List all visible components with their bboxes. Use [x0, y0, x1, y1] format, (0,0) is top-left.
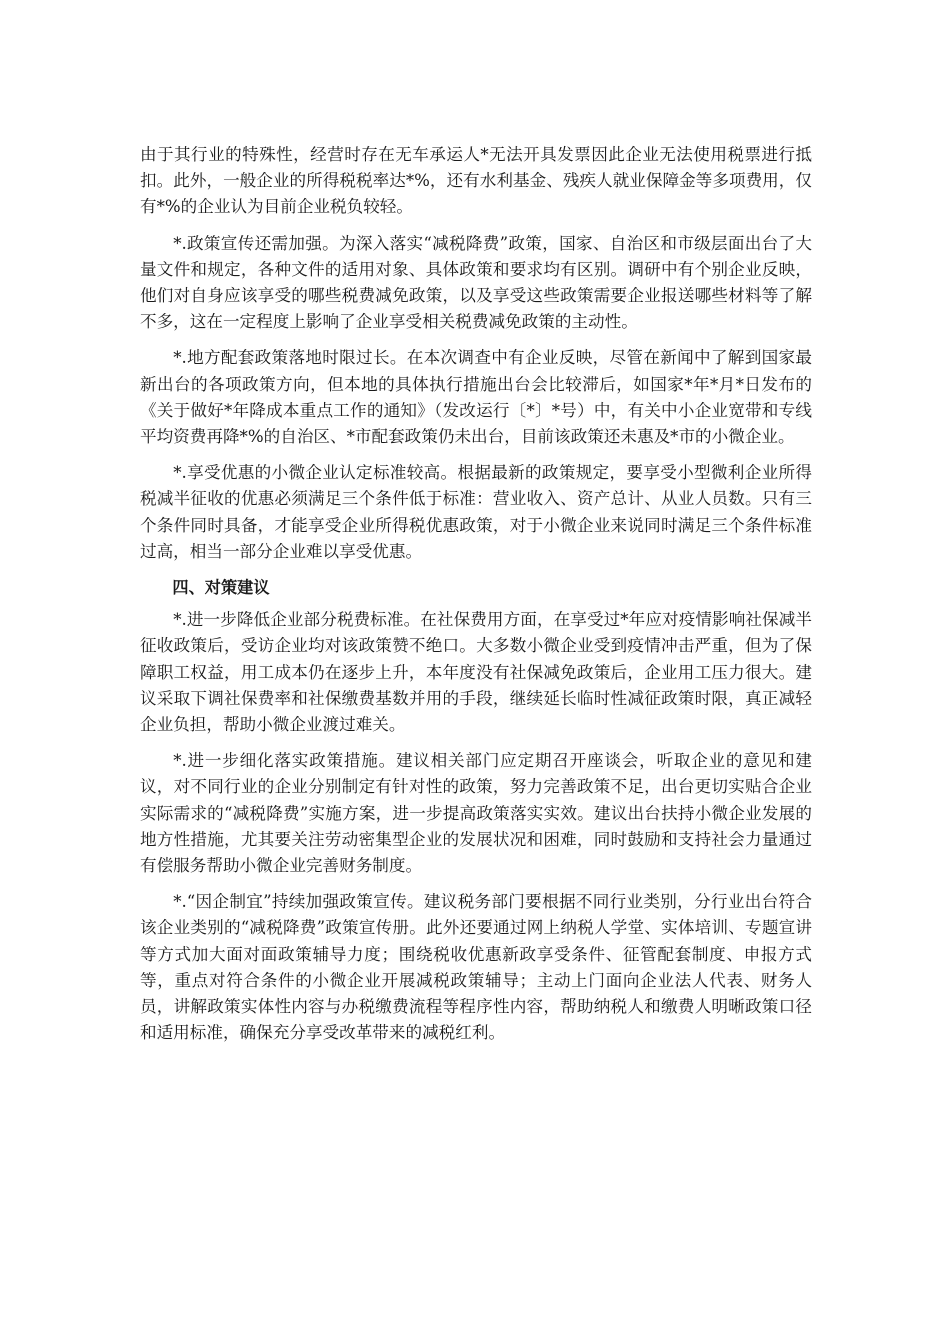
paragraph-local-policy-delay: *.地方配套政策落地时限过长。在本次调查中有企业反映，尽管在新闻中了解到国家最新出台的各项政策方向，但本地的具体执行措施出台会比较滞后，如国家*年*月*日发布的《关于做好*年降成本重点工作的通知》（发改运行〔*〕*号）中，有关中小企业宽带和专线平均资费再降*%的自治区、*市配套政策仍未出台，目前该政策还未惠及*市的小微企业。	[140, 348, 812, 447]
paragraph-suggestion-reduce-fees: *.进一步降低企业部分税费标准。在社保费用方面，在享受过*年应对疫情影响社保减半征收政策后，受访企业均对该政策赞不绝口。大多数小微企业受到疫情冲击严重，但为了保障职工权益，用工成本仍在逐步上升，本年度没有社保减免政策后，企业用工压力很大。建议采取下调社保费率和社保缴费基数并用的手段，继续延长临时性减征政策时限，真正减轻企业负担，帮助小微企业渡过难关。	[140, 610, 812, 735]
paragraph-suggestion-publicity: *.“因企制宜”持续加强政策宣传。建议税务部门要根据不同行业类别，分行业出台符合该企业类别的“减税降费”政策宣传册。此外还要通过网上纳税人学堂、实体培训、专题宣讲等方式加大面对面政策辅导力度；围绕税收优惠新政享受条件、征管配套制度、申报方式等，重点对符合条件的小微企业开展减税政策辅导；主动上门面向企业法人代表、财务人员，讲解政策实体性内容与办税缴费流程等程序性内容，帮助纳税人和缴费人明晰政策口径和适用标准，确保充分享受改革带来的减税红利。	[140, 892, 812, 1043]
paragraph-policy-publicity: *.政策宣传还需加强。为深入落实“减税降费”政策，国家、自治区和市级层面出台了大量文件和规定，各种文件的适用对象、具体政策和要求均有区别。调研中有个别企业反映，他们对自身应该享受的哪些税费减免政策，以及享受这些政策需要企业报送哪些材料等了解不多，这在一定程度上影响了企业享受相关税费减免政策的主动性。	[140, 233, 812, 332]
paragraph-small-enterprise-standard: *.享受优惠的小微企业认定标准较高。根据最新的政策规定，要享受小型微利企业所得税减半征收的优惠必须满足三个条件低于标准：营业收入、资产总计、从业人员数。只有三个条件同时具备，才能享受企业所得税优惠政策，对于小微企业来说同时满足三个条件标准过高，相当一部分企业难以享受优惠。	[140, 463, 812, 561]
paragraph-continuation: 由于其行业的特殊性，经营时存在无车承运人*无法开具发票因此企业无法使用税票进行抵扣。此外，一般企业的所得税税率达*%，还有水利基金、残疾人就业保障金等多项费用，仅有*%的企业认为目前企业税负较轻。	[140, 145, 812, 217]
document-page	[140, 142, 812, 1057]
section-heading: 四、对策建议	[172, 578, 270, 598]
paragraph-suggestion-refine-measures: *.进一步细化落实政策措施。建议相关部门应定期召开座谈会，听取企业的意见和建议，对不同行业的企业分别制定有针对性的政策，努力完善政策不足，出台更切实贴合企业实际需求的“减税降费”实施方案，进一步提高政策落实实效。建议出台扶持小微企业发展的地方性措施，尤其要关注劳动密集型企业的发展状况和困难，同时鼓励和支持社会力量通过有偿服务帮助小微企业完善财务制度。	[140, 751, 812, 876]
